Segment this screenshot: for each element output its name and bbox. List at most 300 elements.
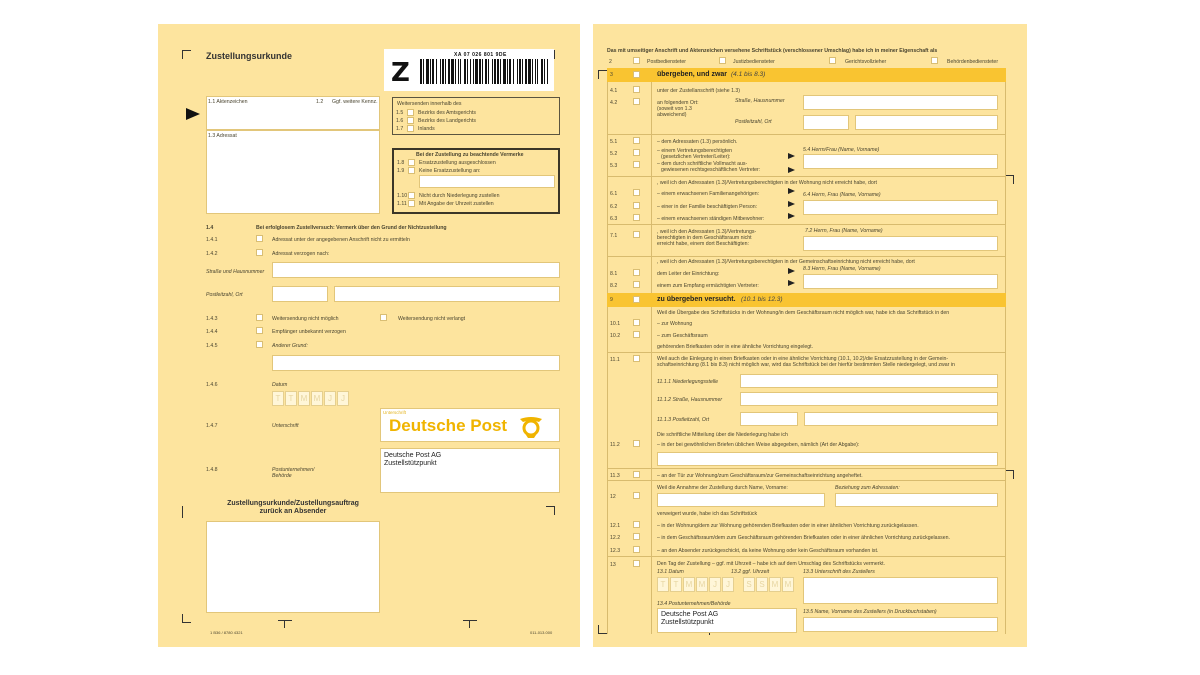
name-5-4-field[interactable] [803,154,998,169]
barcode-bar [509,59,511,84]
num-12: 12 [610,494,616,500]
crop-mark [598,70,607,79]
barcode-bar [517,59,518,84]
anderer-grund-field[interactable] [272,355,560,371]
barcode-bar [467,59,468,84]
strasse-4-2-field[interactable] [803,95,998,110]
checkbox-12-1[interactable] [633,521,640,528]
label-5-1: – dem Adressaten (1.3) persönlich. [657,139,738,145]
num-1-9: 1.9 [397,168,405,174]
num-5-3: 5.3 [610,163,618,169]
num-6-1: 6.1 [610,191,618,197]
date-digit-box[interactable]: T [670,577,682,592]
date-digit-box[interactable]: M [311,391,323,406]
arrow-icon [788,280,795,286]
date-digit-box[interactable]: M [782,577,794,592]
label-11-2: – in der bei gewöhnlichen Briefen üblichen Weise abgegeben, nämlich (Art der Abgabe): [657,442,860,448]
strasse-11-1-2-field[interactable] [740,392,998,406]
label-6-3: – einem erwachsenen ständigen Mitbewohner: [657,216,765,222]
date-digit-box[interactable]: S [743,577,755,592]
checkbox-1-8[interactable] [408,159,415,166]
section-3-sub: (4.1 bis 8.3) [731,71,766,78]
date-digit-box[interactable]: M [683,577,695,592]
text-11-mitteilung: Die schriftliche Mitteilung über die Niederlegung habe ich [657,432,788,438]
barcode-bar [451,59,454,84]
crop-mark [469,620,470,628]
barcode-number: XA 07 026 801 9DE [454,52,507,58]
checkbox-1-4-4[interactable] [256,327,263,334]
label-justizbediensteter: Justizbediensteter [733,59,775,65]
barcode-bar [532,59,533,84]
row-divider [607,556,1006,557]
pointer-arrow-icon [186,108,200,120]
barcode-bar [420,59,422,84]
num-1-4-2: 1.4.2 [206,251,218,257]
name-zusteller-field[interactable] [803,617,998,632]
crop-mark [182,506,183,518]
label-behoerde: Behörde [272,473,292,479]
barcode-bar [445,59,446,84]
strasse-field[interactable] [272,262,560,278]
barcode-bar [460,59,461,84]
label-1-7: Inlands [418,126,435,132]
checkbox-1-7[interactable] [407,125,414,132]
label-plz: Postleitzahl, Ort [206,292,243,298]
checkbox-11-3[interactable] [633,471,640,478]
right-form-page [593,24,1027,647]
label-11-1-2: 11.1.2 Straße, Hausnummer [657,397,723,403]
num-6-3: 6.3 [610,216,618,222]
label-4-2-sub1: (soweit von 1.3 [657,106,692,112]
label-11-1-3: 11.1.3 Postleitzahl, Ort [657,417,710,423]
label-12: Weil die Annahme der Zustellung durch Name, Vorname: [657,485,788,491]
row-divider [607,224,1006,225]
label-5-3b: gewiesenen rechtsgeschäftlichen Vertreter: [661,167,761,173]
num-13: 13 [610,562,616,568]
num-11-3: 11.3 [610,473,620,479]
label-8-2: einem zum Empfang ermächtigten Vertreter: [657,283,759,289]
label-plz-4-2: Postleitzahl, Ort [735,119,772,125]
barcode-bar [525,59,527,84]
barcode-bar [442,59,444,84]
label-1-4-3: Weitersendung nicht möglich [272,316,339,322]
label-1-5: Bezirks des Amtsgerichts [418,110,476,116]
num-4-2: 4.2 [610,100,618,106]
checkbox-6-3[interactable] [633,214,640,221]
label-12-beziehung: Beziehung zum Adressaten: [835,485,900,491]
barcode-bar [537,59,538,84]
num-5-1: 5.1 [610,139,618,145]
num-12-3: 12.3 [610,548,621,554]
num-1-4-8: 1.4.8 [206,467,218,473]
label-postunternehmen: Postunternehmen/ [272,467,315,473]
back-title-2: zurück an Absender [259,508,327,515]
crop-mark [463,620,477,621]
num-1-6: 1.6 [396,118,404,124]
label-7-2: 7.2 Herrn, Frau (Name, Vorname) [805,228,883,234]
adressat-field[interactable] [206,130,380,214]
stamp-line-1: Deutsche Post AG [384,452,442,459]
text-10-intro: Weil die Übergabe des Schriftstücks in der Wohnung/in dem Geschäftsraum nicht möglich war, habe ich das Schriftstück in den [657,310,950,316]
num-11-1: 11.1 [610,357,620,363]
label-10-2: – zum Geschäftsraum [657,333,708,339]
num-6-2: 6.2 [610,204,618,210]
barcode-bar [458,59,459,84]
num-1-8: 1.8 [397,160,405,166]
label-1-11: Mit Angabe der Uhrzeit zustellen [419,201,494,207]
row-divider [607,134,1006,135]
barcode-bar [440,59,441,84]
crop-mark [284,620,285,628]
left-form-page [158,24,580,647]
label-5-4: 5.4 Herrn/Frau (Name, Vorname) [803,147,880,153]
checkbox-1-10[interactable] [408,192,415,199]
label-postbediensteter: Postbediensteter [647,59,686,65]
barcode-bar [432,59,434,84]
text-weil-8: , weil ich den Adressaten (1.3)/Vertretungsberechtigten in der Gemeinschaftseinrichtung nicht erreicht habe, dort [657,259,915,265]
num-1-4: 1.4 [206,225,214,231]
label-1-6: Bezirks des Landgerichts [418,118,476,124]
absender-field[interactable] [206,521,380,613]
checkbox-5-1[interactable] [633,137,640,144]
date-digit-box[interactable]: M [696,577,708,592]
label-13-3: 13.3 Unterschrift des Zustellers [803,569,875,575]
num-10-2: 10.2 [610,333,621,339]
barcode-bar [470,59,471,84]
label-13-5: 13.5 Name, Vorname des Zustellers (in Druckbuchstaben) [803,609,937,615]
stamp-field-right[interactable] [657,608,797,633]
label-1-4-3b: Weitersendung nicht verlangt [398,316,466,322]
label-datum: Datum [272,382,288,388]
label-11-3: – an der Tür zur Wohnung/zum Geschäftsraum/zur Gemeinschaftseinrichtung angeheftet. [657,473,863,479]
barcode-bar [448,59,450,84]
barcode-bar [528,59,531,84]
num-8-1: 8.1 [610,271,618,277]
name-6-4-field[interactable] [803,200,998,215]
checkbox-12[interactable] [633,492,640,499]
stamp-field-left[interactable] [380,448,560,493]
checkbox-11-1[interactable] [633,355,640,362]
ort-field[interactable] [334,286,560,302]
date-digit-box[interactable]: T [272,391,284,406]
weitersenden-title: Weitersenden innerhalb des [397,101,462,107]
label-4-2-sub2: abweichend) [657,112,687,118]
date-field-right[interactable] [657,577,735,592]
num-1-4-4: 1.4.4 [206,329,218,335]
num-1-4-1: 1.4.1 [206,237,218,243]
arrow-icon [788,167,795,173]
arrow-icon [788,268,795,274]
num-1-4-5: 1.4.5 [206,343,218,349]
section-9-title: zu übergeben versucht. [657,296,736,303]
num-11-2: 11.2 [610,442,620,448]
barcode-bar [503,59,506,84]
crop-mark [546,506,555,515]
row-divider [607,468,1006,469]
num-1-4-7: 1.4.7 [206,423,218,429]
checkbox-7-1[interactable] [633,231,640,238]
niederlegungsstelle-field[interactable] [740,374,998,388]
stamp-line-2: Zustellstützpunkt [384,460,437,467]
label-12-1: – in der Wohnung/dem zur Wohnung gehörenden Briefkasten oder in einer ähnlichen Vorrichtung zurückgelassen. [657,523,919,529]
arrow-icon [788,188,795,194]
logo-caption: Unterschrift [383,410,407,415]
label-unterschrift: Unterschrift [272,423,299,429]
footer-code-right: 011-013.000 [530,630,553,635]
label-1-2: Ggf. weitere Kennz. [332,99,378,105]
barcode-bar [426,59,429,84]
checkbox-1-4-5[interactable] [256,341,263,348]
barcode-bar [544,59,545,84]
label-8-3: 8.3 Herrn, Frau (Name, Vorname) [803,266,881,272]
checkbox-9[interactable] [633,296,640,303]
stamp-line-1: Deutsche Post AG [661,611,719,618]
crop-mark [278,620,292,621]
barcode-bar [423,59,424,84]
date-digit-box[interactable]: M [769,577,781,592]
deutsche-post-logo [380,408,560,442]
barcode-bar [492,59,493,84]
label-7-1c: erreicht habe, einem dort Beschäftigten: [657,241,749,247]
date-digit-box[interactable]: S [756,577,768,592]
label-13: Den Tag der Zustellung – ggf. mit Uhrzeit – habe ich auf dem Umschlag des Schriftstücks vermerkt. [657,561,885,567]
checkbox-1-4-3b[interactable] [380,314,387,321]
label-5-2b: (gesetzlichen Vertreter/Leiter): [661,154,731,160]
crop-mark [1005,175,1014,184]
label-4-1: unter der Zustellanschrift (siehe 1.3) [657,88,741,94]
crop-mark [182,50,191,59]
num-1-5: 1.5 [396,110,404,116]
num-10-1: 10.1 [610,321,621,327]
label-1-9: Keine Ersatzzustellung an: [419,168,481,174]
checkbox-gerichtsvollzieher[interactable] [829,57,836,64]
checkbox-11-2[interactable] [633,440,640,447]
art-der-abgabe-field[interactable] [657,452,998,466]
label-7-1: , weil ich den Adressaten (1.3)/Vertretungs- [657,229,757,235]
num-1-10: 1.10 [397,193,408,199]
name-12-field[interactable] [657,493,825,507]
barcode-bar [541,59,543,84]
posthorn-icon [517,413,545,439]
label-1-4-5: Anderer Grund: [272,343,308,349]
num-12-2: 12.2 [610,535,621,541]
label-behoerdenbediensteter: Behördenbediensteter [947,59,999,65]
form-title: Zustellungsurkunde [206,51,293,61]
name-7-2-field[interactable] [803,236,998,251]
text-10-end: gehörenden Briefkasten oder in eine ähnliche Vorrichtung eingelegt. [657,344,814,350]
checkbox-6-1[interactable] [633,189,640,196]
plz-4-2-field[interactable] [803,115,849,130]
unterschrift-zusteller-field[interactable] [803,577,998,604]
section-3-title: übergeben, und zwar [657,71,728,78]
barcode-bar [547,59,548,84]
beziehung-12-field[interactable] [835,493,998,507]
label-6-2: – einer in der Familie beschäftigten Person: [657,204,758,210]
label-strasse: Straße und Hausnummer [206,269,265,275]
date-digit-box[interactable]: M [298,391,310,406]
num-1-4-6: 1.4.6 [206,382,218,388]
barcode-bar [482,59,483,84]
checkbox-behoerdenbediensteter[interactable] [931,57,938,64]
num-1-7: 1.7 [396,126,404,132]
label-1-8: Ersatzzustellung ausgeschlossen [419,160,496,166]
label-13-1: 13.1 Datum [657,569,684,575]
num-1-4-3: 1.4.3 [206,316,218,322]
checkbox-6-2[interactable] [633,202,640,209]
checkbox-1-6[interactable] [407,117,414,124]
label-5-2: – einem Vertretungsberechtigten [657,148,732,154]
checkbox-1-11[interactable] [408,200,415,207]
date-field-left[interactable] [272,391,352,407]
label-1-4: Bei erfolglosem Zustellversuch: Vermerk über den Grund der Nichtzustellung [256,225,447,231]
name-8-3-field[interactable] [803,274,998,289]
num-9: 9 [610,297,613,303]
date-digit-box[interactable]: J [709,577,721,592]
plz-field[interactable] [272,286,328,302]
label-gerichtsvollzieher: Gerichtsvollzieher [845,59,887,65]
barcode-bar [497,59,499,84]
plz-11-1-3-field[interactable] [740,412,798,426]
barcode-bar [473,59,474,84]
intro-text: Das mit umseitiger Anschrift und Aktenzeichen versehene Schriftstück (verschlossener Umschlag) habe ich in meiner Eigenschaft als [607,48,938,54]
label-strasse-4-2: Straße, Hausnummer [735,98,785,104]
date-digit-box[interactable]: J [324,391,336,406]
num-1-11: 1.11 [397,201,407,207]
footer-code-left: 1 B36 / 8780 4321 [210,630,243,635]
checkbox-10-2[interactable] [633,331,640,338]
frame-line [607,68,608,634]
barcode-bar [436,59,437,84]
ersatzzustellung-field[interactable] [419,175,555,188]
time-field-right[interactable] [743,577,799,592]
num-7-1: 7.1 [610,233,618,239]
checkbox-4-1[interactable] [633,86,640,93]
back-title-1: Zustellungsurkunde/Zustellungsauftrag [227,500,359,507]
num-8-2: 8.2 [610,283,618,289]
checkbox-justizbediensteter[interactable] [719,57,726,64]
date-digit-box[interactable]: T [657,577,669,592]
num-1-2: 1.2 [316,99,324,105]
barcode-bar [464,59,466,84]
checkbox-4-2[interactable] [633,98,640,105]
label-13-4: 13.4 Postunternehmen/Behörde [657,601,731,607]
vermerke-group [392,148,560,214]
label-1-3: 1.3 Adressat [208,133,237,139]
label-11-1-1: 11.1.1 Niederlegungsstelle [657,379,719,385]
label-1-10: Nicht durch Niederlegung zustellen [419,193,500,199]
label-5-3: – dem durch schriftliche Vollmacht aus- [657,161,748,167]
barcode-bar [488,59,489,84]
frame-line [651,68,652,634]
label-11-1b: schaftseinrichtung (8.1 bis 8.3) nicht möglich war, wird das Schriftstück bei der hierfür bestimmten Stelle niedergelegt, und zwar in [657,362,955,368]
barcode-bar [479,59,481,84]
text-12-verweigert: verweigert wurde, habe ich das Schriftstück [657,511,758,517]
checkbox-1-9[interactable] [408,167,415,174]
barcode-bar [485,59,487,84]
date-digit-box[interactable]: J [337,391,349,406]
label-13-2: 13.2 ggf. Uhrzeit [731,569,770,575]
label-11-1: Weil auch die Einlegung in einen Briefkasten oder in eine ähnliche Vorrichtung (10.1, 10.2)/die Ersatzzustellung in der Gemein- [657,356,949,362]
row-divider [607,480,1006,481]
checkbox-3[interactable] [633,71,640,78]
label-12-2: – in dem Geschäftsraum/dem zum Geschäftsraum gehörenden Briefkasten oder in einer ähnlichen Vorrichtung zurückgelassen. [657,535,950,541]
barcode-bar [455,59,456,84]
label-1-4-1: Adressat unter der angegebenen Anschrift nicht zu ermitteln [272,237,410,243]
barcode-bar [475,59,478,84]
label-12-3: – an den Absender zurückgeschickt, da keine Wohnung oder kein Geschäftsraum vorhanden ist. [657,548,879,554]
barcode-bar [513,59,514,84]
checkbox-1-4-3[interactable] [256,314,263,321]
barcode-letter: Z [391,58,410,88]
arrow-icon [788,201,795,207]
logo-text: Deutsche Post [389,416,508,435]
label-8-1: dem Leiter der Einrichtung: [657,271,720,277]
crop-mark [598,625,607,634]
crop-mark [1005,470,1014,479]
vermerke-title: Bei der Zustellung zu beachtende Vermerke [416,152,524,158]
checkbox-8-2[interactable] [633,281,640,288]
row-divider [607,176,1006,177]
checkbox-5-2[interactable] [633,149,640,156]
checkbox-12-3[interactable] [633,546,640,553]
date-digit-box[interactable]: J [722,577,734,592]
barcode-bar [500,59,501,84]
num-4-1: 4.1 [610,88,618,94]
num-2: 2 [609,59,612,65]
label-1-4-2: Adressat verzogen nach: [272,251,330,257]
ort-11-1-3-field[interactable] [804,412,998,426]
ort-4-2-field[interactable] [855,115,998,130]
label-1-4-4: Empfänger unbekannt verzogen [272,329,346,335]
label-6-1: – einem erwachsenen Familienangehörigen: [657,191,760,197]
checkbox-10-1[interactable] [633,319,640,326]
stamp-line-2: Zustellstützpunkt [661,619,714,626]
checkbox-12-2[interactable] [633,533,640,540]
barcode-icon [420,59,550,84]
num-12-1: 12.1 [610,523,621,529]
checkbox-1-4-1[interactable] [256,235,263,242]
label-4-2: an folgendem Ort: [657,100,699,106]
num-5-2: 5.2 [610,151,618,157]
text-weil-6: , weil ich den Adressaten (1.3)/Vertretungsberechtigten in der Wohnung nicht erreicht habe, dort [657,180,877,186]
label-7-1b: berechtigten in dem Geschäftsraum nicht [657,235,752,241]
arrow-icon [788,213,795,219]
checkbox-13[interactable] [633,560,640,567]
num-3: 3 [610,72,613,78]
checkbox-1-5[interactable] [407,109,414,116]
barcode-bar [430,59,431,84]
label-6-4: 6.4 Herrn, Frau (Name, Vorname) [803,192,881,198]
date-digit-box[interactable]: T [285,391,297,406]
weitersenden-group [392,97,560,135]
barcode-bar [519,59,521,84]
checkbox-5-3[interactable] [633,161,640,168]
barcode-label [384,49,554,91]
barcode-bar [494,59,496,84]
checkbox-8-1[interactable] [633,269,640,276]
row-divider [607,352,1006,353]
arrow-icon [788,153,795,159]
checkbox-postbediensteter[interactable] [633,57,640,64]
barcode-bar [535,59,536,84]
checkbox-1-4-2[interactable] [256,249,263,256]
label-1-1: 1.1 Aktenzeichen [208,99,248,105]
frame-line [1005,68,1006,634]
row-divider [607,256,1006,257]
label-10-1: – zur Wohnung [657,321,693,327]
barcode-bar [507,59,508,84]
section-9-sub: (10.1 bis 12.3) [741,296,783,303]
